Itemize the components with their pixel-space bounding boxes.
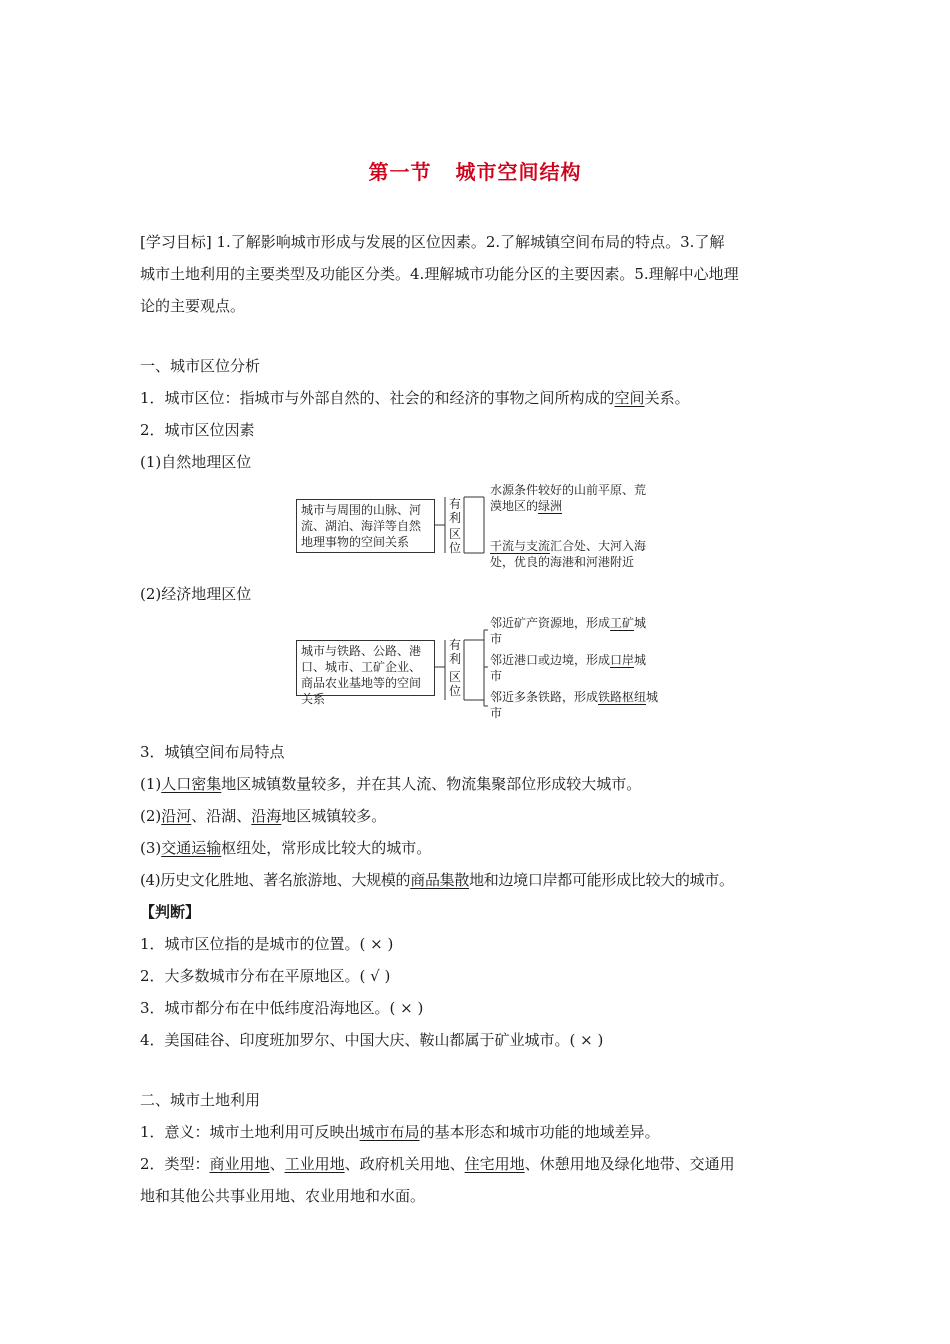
diagram-1-branch-2: 干流与支流汇合处、大河入海处，优良的海港和河港附近 xyxy=(490,539,647,569)
para-8: (3)交通运输枢纽处，常形成比较大的城市。 xyxy=(140,839,432,857)
judge-item-4: 4．美国硅谷、印度班加罗尔、中国大庆、鞍山都属于矿业城市。( × ) xyxy=(140,1031,604,1049)
goals-label: [学习目标] xyxy=(140,233,212,251)
s2-para-1: 1．意义：城市土地利用可反映出城市布局的基本形态和城市功能的地域差异。 xyxy=(140,1123,660,1141)
diagram-2-branch-1: 邻近矿产资源地，形成工矿城市 xyxy=(490,616,647,646)
para-4: (2)经济地理区位 xyxy=(140,585,252,603)
section-2-heading: 二、城市土地利用 xyxy=(140,1091,261,1109)
diagram-2-branch-2: 邻近港口或边境，形成口岸城市 xyxy=(490,653,647,683)
diagram-2-box: 城市与铁路、公路、港口、城市、工矿企业、商品农业基地等的空间关系 xyxy=(296,640,435,696)
para-3: (1)自然地理区位 xyxy=(140,453,252,471)
judge-item-2: 2．大多数城市分布在平原地区。( √ ) xyxy=(140,967,391,985)
section-1-heading: 一、城市区位分析 xyxy=(140,357,261,375)
diagram-1-branch-1: 水源条件较好的山前平原、荒漠地区的绿洲 xyxy=(490,483,647,513)
diagram-2-label-bottom: 区位 xyxy=(448,670,461,698)
goals-line-3: 论的主要观点。 xyxy=(140,297,246,315)
diagram-1-label-bottom: 区位 xyxy=(448,527,461,555)
para-1: 1．城市区位：指城市与外部自然的、社会的和经济的事物之间所构成的空间关系。 xyxy=(140,389,690,407)
diagram-2-label-top: 有利 xyxy=(448,638,461,666)
goals-line-1: [学习目标] 1.了解影响城市形成与发展的区位因素。2.了解城镇空间布局的特点。3.了解 xyxy=(140,233,725,251)
diagram-1-box: 城市与周围的山脉、河流、湖泊、海洋等自然地理事物的空间关系 xyxy=(296,499,435,553)
s2-para-2: 2．类型：商业用地、工业用地、政府机关用地、住宅用地、休憩用地及绿化地带、交通用 xyxy=(140,1155,735,1173)
para-2: 2．城市区位因素 xyxy=(140,421,255,439)
s2-para-3: 地和其他公共事业用地、农业用地和水面。 xyxy=(140,1187,426,1205)
diagram-1-label-top: 有利 xyxy=(448,497,461,525)
goals-line-2: 城市土地利用的主要类型及功能区分类。4.理解城市功能分区的主要因素。5.理解中心地理 xyxy=(140,265,739,283)
judge-item-1: 1．城市区位指的是城市的位置。( × ) xyxy=(140,935,394,953)
para-7: (2)沿河、沿湖、沿海地区城镇较多。 xyxy=(140,807,387,825)
blank-answer: 空间 xyxy=(614,389,645,407)
para-5: 3．城镇空间布局特点 xyxy=(140,743,285,761)
section-title: 城市空间结构 xyxy=(455,160,582,184)
judge-item-3: 3．城市都分布在中低纬度沿海地区。( × ) xyxy=(140,999,424,1017)
judge-heading: 【判断】 xyxy=(140,903,201,921)
section-number: 第一节 xyxy=(368,160,432,184)
diagram-2-branch-3: 邻近多条铁路，形成铁路枢纽城市 xyxy=(490,690,659,720)
para-9: (4)历史文化胜地、著名旅游地、大规模的商品集散地和边境口岸都可能形成比较大的城市。 xyxy=(140,871,734,889)
para-6: (1)人口密集地区城镇数量较多，并在其人流、物流集聚部位形成较大城市。 xyxy=(140,775,642,793)
